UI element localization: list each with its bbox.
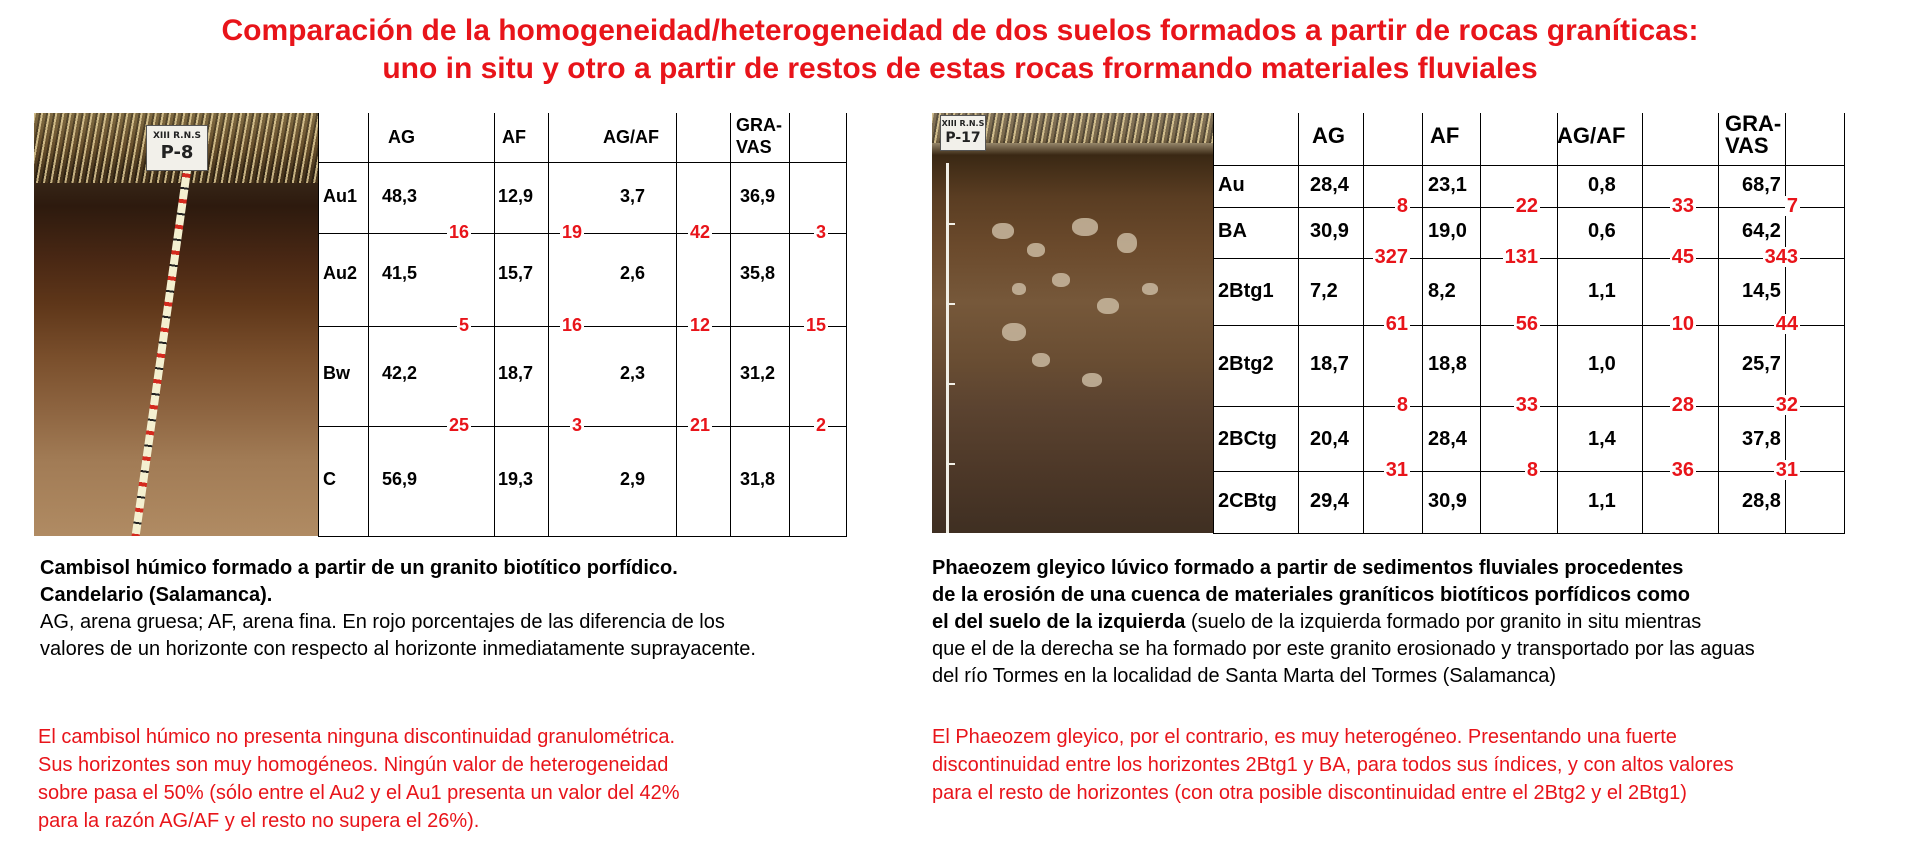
caption-right-bold-2: de la erosión de una cuenca de materiales graníticos biotíticos porfídicos como [932,584,1690,606]
caption-right-line-3-rest: (suelo de la izquierda formado por granito in situ mientras [1185,611,1702,633]
horizon-label: 2Btg1 [1218,280,1274,302]
horizon-label: 2Btg2 [1218,353,1274,375]
table-header-line [318,162,846,163]
table-vline [846,113,847,536]
value-agaf: 1,0 [1588,353,1616,375]
title-line-1: Comparación de la homogeneidad/heterogeneidad de dos suelos formados a partir de rocas graníticas: [221,14,1699,47]
value-ag: 29,4 [1310,490,1349,512]
value-ag: 20,4 [1310,428,1349,450]
gravel-stone [1012,283,1026,295]
table-vline [1298,113,1299,533]
conclusion-left-line: El cambisol húmico no presenta ninguna discontinuidad granulométrica. [38,726,676,748]
difference-percent: 25 [448,415,469,435]
sign-line-2: P-17 [945,130,981,146]
difference-percent: 3 [571,415,582,435]
column-header: AG/AF [1557,123,1626,148]
sign-line-2: P-8 [160,142,194,163]
value-gravas: 31,2 [740,363,776,383]
difference-percent: 44 [1775,313,1798,335]
difference-percent: 327 [1374,246,1408,268]
value-ag: 18,7 [1310,353,1349,375]
value-af: 23,1 [1428,174,1467,196]
table-vline [318,113,319,536]
horizon-label: C [323,469,336,489]
measuring-ruler [131,163,192,536]
gravel-stone [1032,353,1050,367]
value-gravas: 64,2 [1742,220,1781,242]
value-af: 28,4 [1428,428,1467,450]
difference-percent: 32 [1775,394,1798,416]
measuring-tape [946,163,949,533]
difference-percent: 28 [1671,394,1694,416]
conclusion-right-line: El Phaeozem gleyico, por el contrario, es muy heterogéneo. Presentando una fuerte [932,726,1677,748]
difference-percent: 8 [1396,394,1408,416]
value-agaf: 2,6 [620,263,646,283]
value-af: 18,8 [1428,353,1467,375]
difference-percent: 2 [815,415,826,435]
horizon-label: 2BCtg [1218,428,1277,450]
table-vline [1363,113,1364,533]
value-af: 15,7 [498,263,534,283]
difference-percent: 3 [815,222,826,242]
difference-percent: 31 [1775,459,1798,481]
caption-right-bold-1: Phaeozem gleyico lúvico formado a partir de sedimentos fluviales procedentes [932,557,1684,579]
column-header-gravas-2: VAS [1725,133,1769,158]
value-gravas: 14,5 [1742,280,1781,302]
caption-left [40,555,920,663]
difference-percent: 56 [1515,313,1538,335]
value-ag: 28,4 [1310,174,1349,196]
horizon-label: 2CBtg [1218,490,1277,512]
value-gravas: 28,8 [1742,490,1781,512]
caption-left-bold-2: Candelario (Salamanca). [40,584,273,606]
gravel-stone [1027,243,1045,257]
value-agaf: 0,8 [1588,174,1616,196]
difference-percent: 36 [1671,459,1694,481]
horizon-label: Au [1218,174,1245,196]
gravel-stone [1117,233,1137,253]
value-af: 19,0 [1428,220,1467,242]
difference-percent: 5 [458,315,469,335]
conclusion-left [38,723,918,835]
column-header-gravas-1: GRA- [736,115,782,135]
column-header-gravas-2: VAS [736,137,772,157]
value-af: 12,9 [498,186,534,206]
value-ag: 56,9 [382,469,418,489]
value-af: 19,3 [498,469,534,489]
difference-percent: 10 [1671,313,1694,335]
soil-profile-photo-left [34,113,318,536]
table-vline [1480,113,1481,533]
gravel-stone [1072,218,1098,236]
value-gravas: 36,9 [740,186,776,206]
value-ag: 30,9 [1310,220,1349,242]
difference-percent: 16 [561,315,582,335]
column-header: AG [388,127,415,147]
conclusion-left-line: para la razón AG/AF y el resto no supera el 26%). [38,810,480,832]
conclusion-right-line: para el resto de horizontes (con otra posible discontinuidad entre el 2Btg2 y el 2Btg1) [932,782,1687,804]
caption-right-line-4: que el de la derecha se ha formado por este granito erosionado y transportado por las aguas [932,638,1755,660]
value-af: 8,2 [1428,280,1456,302]
value-agaf: 1,1 [1588,490,1616,512]
gravel-stone [992,223,1014,239]
gravel-stone [1082,373,1102,387]
caption-right-bold-3: el del suelo de la izquierda [932,611,1186,633]
column-header-gravas-1: GRA- [1725,111,1782,136]
table-vline [789,113,790,536]
value-af: 30,9 [1428,490,1467,512]
gravel-stone [1002,323,1026,341]
value-ag: 48,3 [382,186,418,206]
horizon-label: Au1 [323,186,358,206]
difference-percent: 33 [1671,195,1694,217]
gravel-stone [1052,273,1070,287]
difference-percent: 19 [561,222,582,242]
value-ag: 41,5 [382,263,418,283]
value-gravas: 25,7 [1742,353,1781,375]
soil-profile-photo-right [932,113,1213,533]
table-header-line [1213,165,1844,166]
difference-percent: 15 [805,315,826,335]
sign-line-1: XIII R.N.S [152,131,202,141]
difference-percent: 61 [1385,313,1408,335]
page-title [0,12,1920,88]
value-ag: 7,2 [1310,280,1338,302]
caption-right [932,555,1917,690]
difference-percent: 8 [1526,459,1538,481]
sign-line-1: XIII R.N.S [941,119,985,128]
table-vline [548,113,549,536]
difference-percent: 343 [1764,246,1798,268]
difference-percent: 21 [689,415,710,435]
value-af: 18,7 [498,363,534,383]
difference-percent: 12 [689,315,710,335]
conclusion-left-line: Sus horizontes son muy homogéneos. Ningún valor de heterogeneidad [38,754,669,776]
value-ag: 42,2 [382,363,418,383]
caption-left-bold-1: Cambisol húmico formado a partir de un granito biotítico porfídico. [40,557,678,579]
conclusion-right [932,723,1917,807]
table-vline [676,113,677,536]
gravel-stone [1142,283,1158,295]
conclusion-left-line: sobre pasa el 50% (sólo entre el Au2 y el Au1 presenta un valor del 42% [38,782,680,804]
caption-left-line-4: valores de un horizonte con respecto al horizonte inmediatamente suprayacente. [40,638,756,660]
value-agaf: 1,4 [1588,428,1616,450]
difference-percent: 16 [448,222,469,242]
profile-sign [146,125,208,171]
value-agaf: 2,3 [620,363,646,383]
difference-percent: 8 [1396,195,1408,217]
caption-left-line-3: AG, arena gruesa; AF, arena fina. En rojo porcentajes de las diferencia de los [40,611,725,633]
table-vline [1642,113,1643,533]
table-vline [1213,113,1214,533]
table-vline [1557,113,1558,533]
value-agaf: 0,6 [1588,220,1616,242]
table-vline [1844,113,1845,533]
difference-percent: 45 [1671,246,1694,268]
horizon-label: Au2 [323,263,358,283]
table-vline [494,113,495,536]
value-agaf: 3,7 [620,186,646,206]
table-vline [1718,113,1719,533]
value-gravas: 37,8 [1742,428,1781,450]
difference-percent: 42 [689,222,710,242]
value-agaf: 2,9 [620,469,646,489]
column-header: AG [1312,123,1345,148]
difference-percent: 33 [1515,394,1538,416]
table-bottom-line [318,536,847,537]
column-header: AG/AF [603,127,659,147]
table-vline [730,113,731,536]
difference-percent: 31 [1385,459,1408,481]
horizon-label: Bw [323,363,350,383]
difference-percent: 22 [1515,195,1538,217]
value-agaf: 1,1 [1588,280,1616,302]
horizon-label: BA [1218,220,1247,242]
column-header: AF [502,127,526,147]
table-vline [368,113,369,536]
value-gravas: 35,8 [740,263,776,283]
value-gravas: 68,7 [1742,174,1781,196]
title-line-2: uno in situ y otro a partir de restos de estas rocas frormando materiales fluviales [382,52,1538,85]
caption-right-line-5: del río Tormes en la localidad de Santa Marta del Tormes (Salamanca) [932,665,1557,687]
conclusion-right-line: discontinuidad entre los horizontes 2Btg1 y BA, para todos sus índices, y con altos valores [932,754,1734,776]
column-header: AF [1430,123,1460,148]
profile-sign [940,115,986,151]
value-gravas: 31,8 [740,469,776,489]
difference-percent: 131 [1504,246,1538,268]
gravel-stone [1097,298,1119,314]
difference-percent: 7 [1786,195,1798,217]
table-bottom-line [1213,533,1845,534]
table-vline [1422,113,1423,533]
